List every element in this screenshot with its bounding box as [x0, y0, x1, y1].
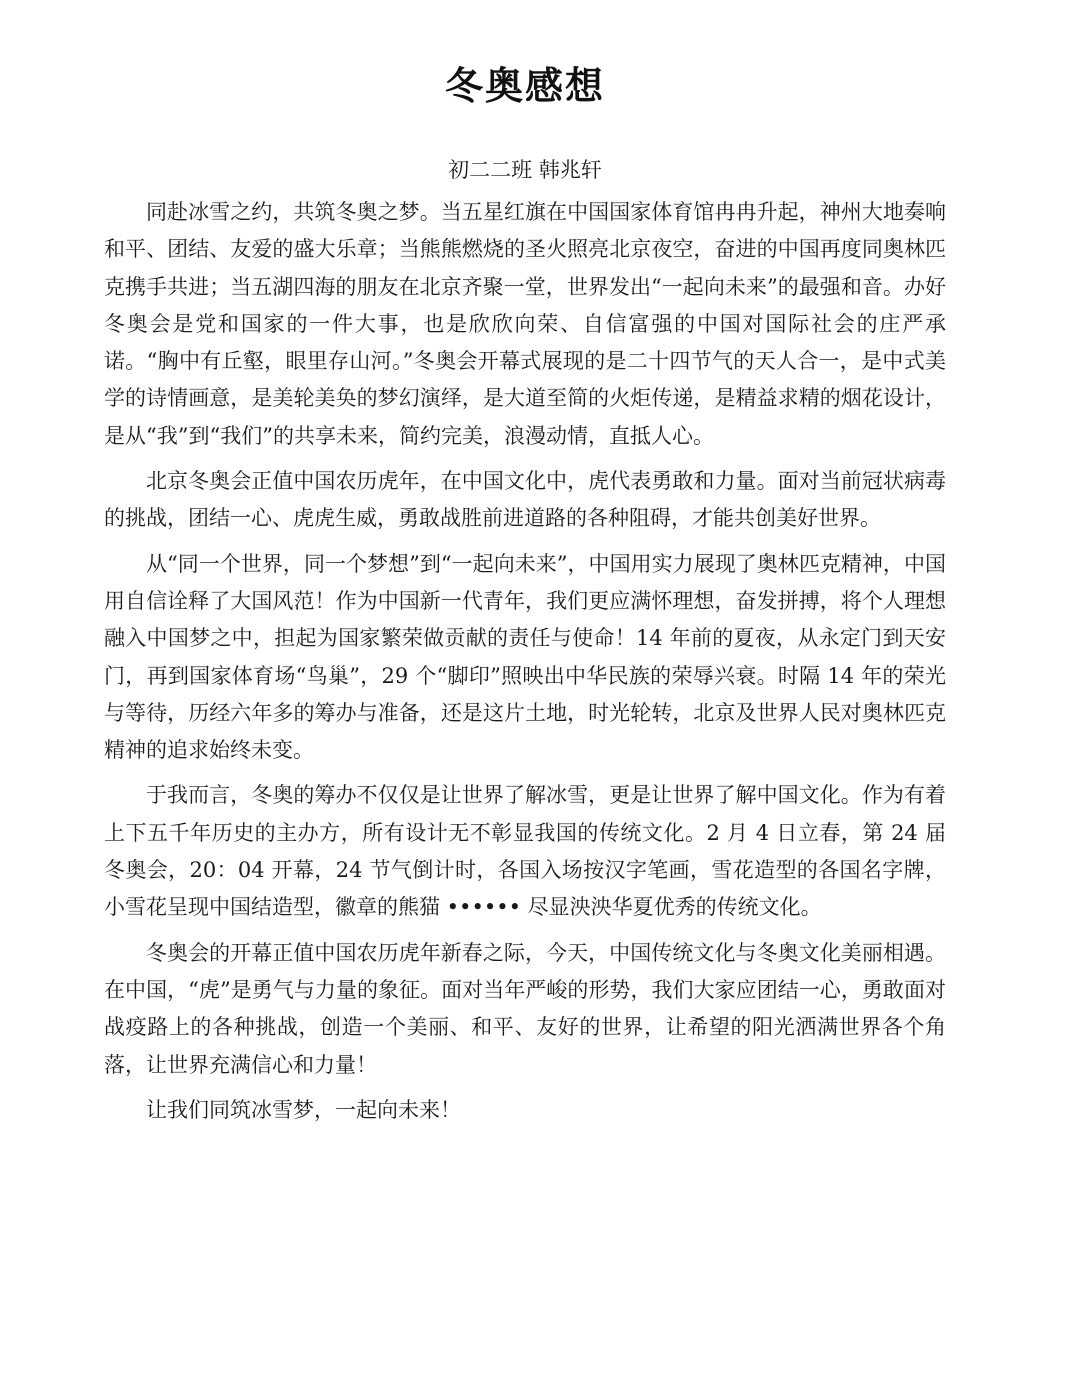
paragraph-6: 让我们同筑冰雪梦，一起向未来！: [146, 1097, 461, 1122]
paragraph-3: 从“同一个世界，同一个梦想”到“一起向未来”，中国用实力展现了奥林匹克精神，中国用自信诠释了大国风范！作为中国新一代青年，我们更应满怀理想，奋发拼搏，将个人理想融入中国梦之中，担起为国家繁荣做贡献的责任与使命！14 年前的夏夜，从永定门到天安门，再到国家体育场“鸟巢”，29 个“脚印”照映出中华民族的荣辱兴衰。时隔 14 年的荣光与等待，历经六年多的筹办与准备，还是这片土地，时光轮转，北京及世界人民对奥林匹克精神的追求始终未变。: [104, 551, 946, 763]
author-line: 初二二班 韩兆轩: [448, 158, 602, 182]
paragraph-2: 北京冬奥会正值中国农历虎年，在中国文化中，虎代表勇敢和力量。面对当前冠状病毒的挑战，团结一心、虎虎生威，勇敢战胜前进道路的各种阻碍，才能共创美好世界。: [104, 469, 946, 531]
paragraph-4: 于我而言，冬奥的筹办不仅仅是让世界了解冰雪，更是让世界了解中国文化。作为有着上下五千年历史的主办方，所有设计无不彰显我国的传统文化。2 月 4 日立春，第 24 届冬奥会，20：04 开幕，24 节气倒计时，各国入场按汉字笔画，雪花造型的各国名字牌，小雪花呈现中国结造型，徽章的熊猫 •••••• 尽显泱泱华夏优秀的传统文化。: [104, 783, 946, 920]
document-body: [104, 194, 946, 1129]
paragraph-1: 同赴冰雪之约，共筑冬奥之梦。当五星红旗在中国国家体育馆冉冉升起，神州大地奏响和平、团结、友爱的盛大乐章；当熊熊燃烧的圣火照亮北京夜空，奋进的中国再度同奥林匹克携手共进；当五湖四海的朋友在北京齐聚一堂，世界发出“一起向未来”的最强和音。办好冬奥会是党和国家的一件大事，也是欣欣向荣、自信富强的中国对国际社会的庄严承诺。“胸中有丘壑，眼里存山河。”冬奥会开幕式展现的是二十四节气的天人合一，是中式美学的诗情画意，是美轮美奂的梦幻演绎，是大道至简的火炬传递，是精益求精的烟花设计，是从“我”到“我们”的共享未来，简约完美，浪漫动情，直抵人心。: [104, 200, 946, 448]
document-title: 冬奥感想: [444, 64, 605, 108]
document-page: [104, 58, 946, 1137]
paragraph-5: 冬奥会的开幕正值中国农历虎年新春之际，今天，中国传统文化与冬奥文化美丽相遇。在中国，“虎”是勇气与力量的象征。面对当年严峻的形势，我们大家应团结一心，勇敢面对战疫路上的各种挑战，创造一个美丽、和平、友好的世界，让希望的阳光洒满世界各个角落，让世界充满信心和力量！: [104, 940, 946, 1077]
